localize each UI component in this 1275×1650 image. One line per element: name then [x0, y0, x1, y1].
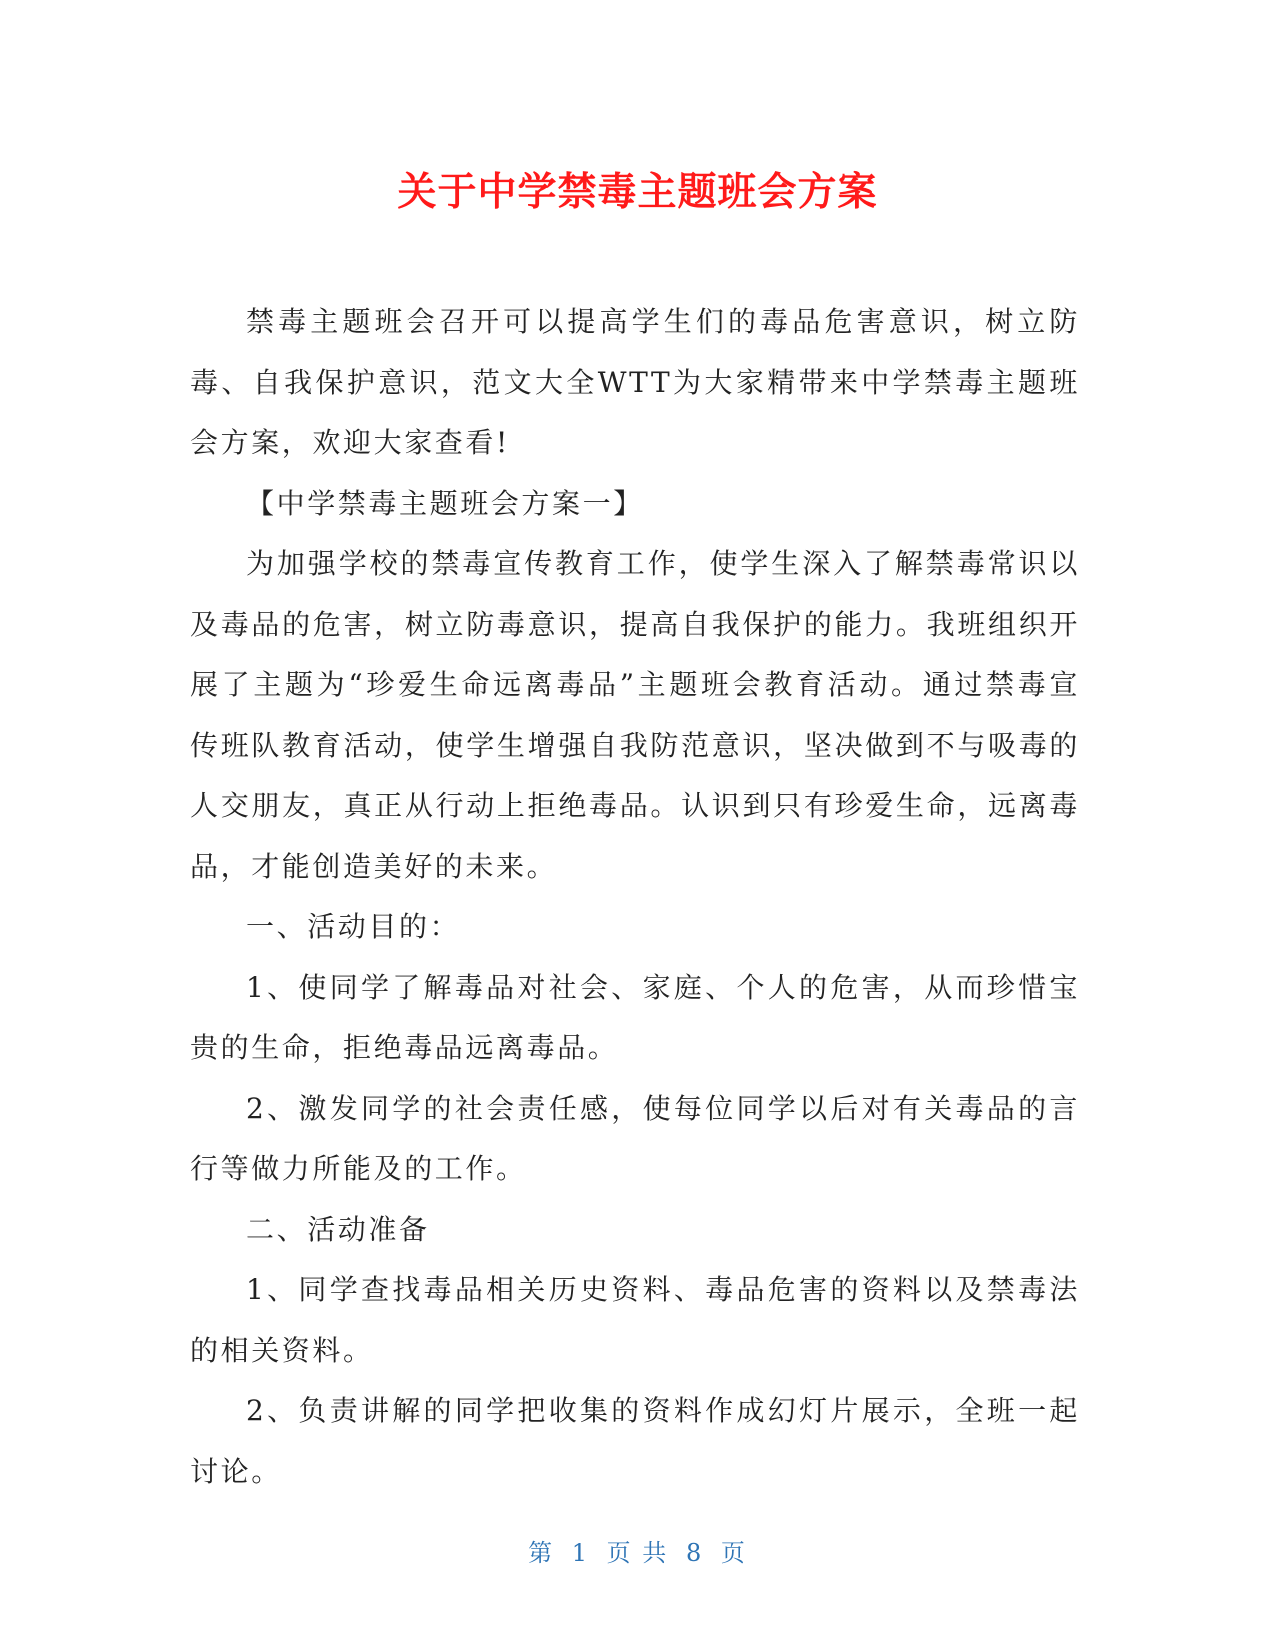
section-heading-purpose: 一、活动目的： [246, 910, 461, 943]
section-heading-plan-one: 【中学禁毒主题班会方案一】 [246, 486, 644, 520]
document-body [190, 292, 1080, 1502]
document-title: 关于中学禁毒主题班会方案 [397, 170, 878, 215]
background-paragraph: 为加强学校的禁毒宣传教育工作，使学生深入了解禁毒常识以及毒品的危害，树立防毒意识，提高自我保护的能力。我班组织开展了主题为“珍爱生命远离毒品”主题班会教育活动。通过禁毒宣传班队教育活动，使学生增强自我防范意识，坚决做到不与吸毒的人交朋友，真正从行动上拒绝毒品。认识到只有珍爱生命，远离毒品，才能创造美好的未来。 [190, 547, 1080, 883]
section-heading-preparation: 二、活动准备 [246, 1212, 430, 1246]
preparation-item-2: 2、负责讲解的同学把收集的资料作成幻灯片展示，全班一起讨论。 [190, 1394, 1080, 1488]
purpose-item-1: 1、使同学了解毒品对社会、家庭、个人的危害，从而珍惜宝贵的生命，拒绝毒品远离毒品。 [190, 970, 1080, 1064]
page-number-footer [0, 1538, 1275, 1568]
purpose-item-2: 2、激发同学的社会责任感，使每位同学以后对有关毒品的言行等做力所能及的工作。 [190, 1091, 1080, 1185]
footer-prefix: 第 [528, 1539, 555, 1567]
footer-suffix: 页 [720, 1539, 747, 1567]
footer-current-page: 1 [571, 1539, 590, 1567]
footer-middle: 页 共 [606, 1539, 669, 1567]
intro-paragraph: 禁毒主题班会召开可以提高学生们的毒品危害意识，树立防毒、自我保护意识，范文大全WTT为大家精带来中学禁毒主题班会方案，欢迎大家查看! [190, 305, 1080, 459]
footer-total-pages: 8 [685, 1539, 704, 1567]
preparation-item-1: 1、同学查找毒品相关历史资料、毒品危害的资料以及禁毒法的相关资料。 [190, 1273, 1080, 1367]
